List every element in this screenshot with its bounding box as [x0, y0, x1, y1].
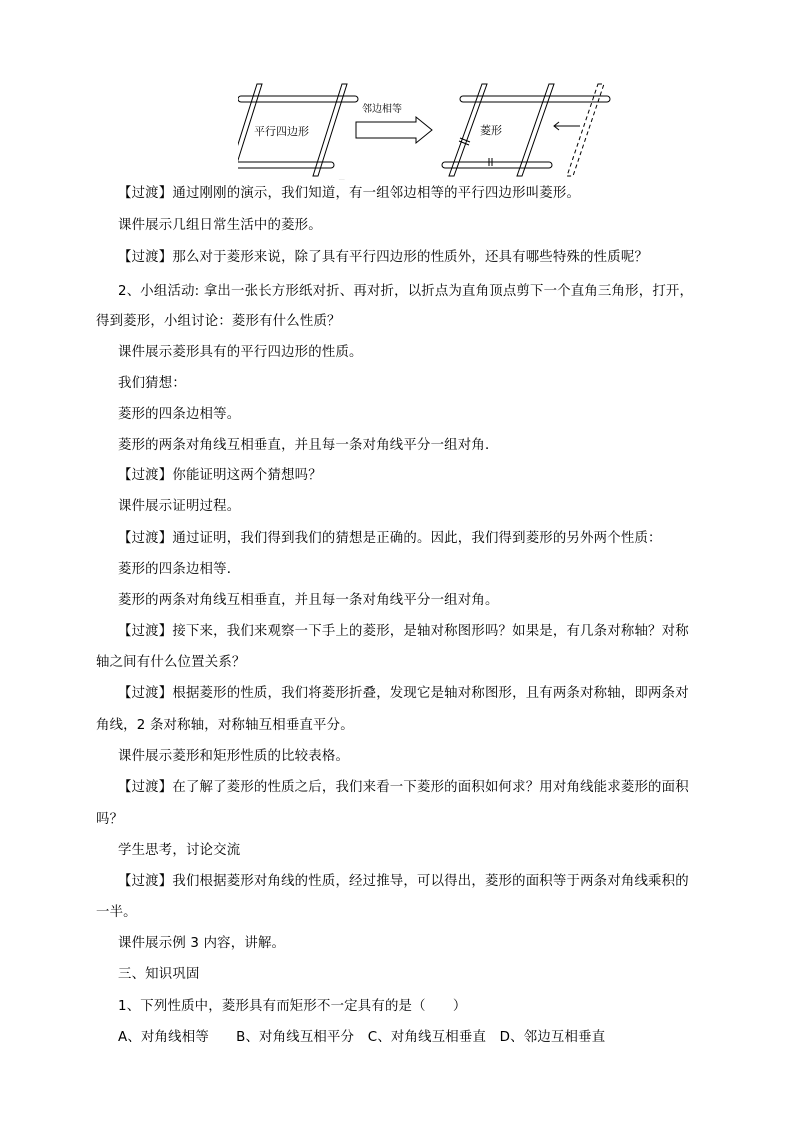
- paragraph-14: 【过渡】接下来，我们来观察一下手上的菱形，是轴对称图形吗？如果是，有几条对称轴？对称: [118, 624, 689, 639]
- paragraph-12: 菱形的四条边相等．: [118, 562, 241, 577]
- paragraph-15-cont: 角线，2 条对称轴，对称轴互相垂直平分。: [96, 718, 354, 733]
- question-1-options: A、对角线相等 B、对角线互相平分 C、对角线互相垂直 D、邻边互相垂直: [118, 1030, 606, 1045]
- paragraph-16: 课件展示菱形和矩形性质的比较表格。: [118, 749, 350, 764]
- paragraph-8: 菱形的两条对角线互相垂直，并且每一条对角线平分一组对角．: [118, 438, 499, 453]
- paragraph-5: 课件展示菱形具有的平行四边形的性质。: [118, 345, 363, 360]
- paragraph-19: 【过渡】我们根据菱形对角线的性质，经过推导，可以得出，菱形的面积等于两条对角线乘积的: [118, 874, 689, 889]
- arrow-label: 邻边相等: [362, 104, 402, 115]
- paragraph-18: 学生思考，讨论交流: [118, 843, 241, 858]
- paragraph-20: 课件展示例 3 内容，讲解。: [118, 936, 286, 951]
- paragraph-11: 【过渡】通过证明，我们得到我们的猜想是正确的。因此，我们得到菱形的另外两个性质：: [118, 531, 662, 546]
- dash-mark: _: [339, 168, 345, 180]
- arrow-shape: [356, 117, 432, 143]
- paragraph-19-cont: 一半。: [96, 905, 137, 920]
- move-left-arrow: [554, 122, 580, 130]
- paragraph-6: 我们猜想：: [118, 376, 186, 391]
- paragraph-10: 课件展示证明过程。: [118, 499, 241, 514]
- stick-top-left: [238, 96, 358, 102]
- question-1: 1、下列性质中，菱形具有而矩形不一定具有的是（ ）: [118, 999, 467, 1014]
- stick-dashed-original: [567, 84, 604, 176]
- left-figure-label: 平行四边形: [254, 125, 309, 138]
- paragraph-1: 【过渡】通过刚刚的演示，我们知道，有一组邻边相等的平行四边形叫菱形。: [118, 186, 581, 201]
- paragraph-15: 【过渡】根据菱形的性质，我们将菱形折叠，发现它是轴对称图形，且有两条对称轴，即两条对: [118, 686, 689, 701]
- paragraph-3: 【过渡】那么对于菱形来说，除了具有平行四边形的性质外，还具有哪些特殊的性质呢？: [118, 250, 649, 265]
- paragraph-2: 课件展示几组日常生活中的菱形。: [118, 218, 322, 233]
- paragraph-13: 菱形的两条对角线互相垂直，并且每一条对角线平分一组对角。: [118, 593, 499, 608]
- paragraph-4: 2、小组活动: 拿出一张长方形纸对折、再对折，以折点为直角顶点剪下一个直角三角形，打开，: [118, 284, 694, 299]
- section-heading: 三、知识巩固: [118, 967, 200, 982]
- paragraph-7: 菱形的四条边相等。: [118, 407, 241, 422]
- paragraph-4-cont: 得到菱形，小组讨论：菱形有什么性质？: [96, 314, 341, 329]
- paragraph-9: 【过渡】你能证明这两个猜想吗？: [118, 468, 322, 483]
- paragraph-17-cont: 吗？: [96, 812, 124, 827]
- right-figure-label: 菱形: [480, 124, 502, 137]
- paragraph-14-cont: 轴之间有什么位置关系？: [96, 655, 246, 670]
- paragraph-17: 【过渡】在了解了菱形的性质之后，我们来看一下菱形的面积如何求？用对角线能求菱形的面积: [118, 780, 689, 795]
- stick-bottom-left: [238, 162, 334, 168]
- parallelogram-to-rhombus-figure: [238, 82, 614, 180]
- figure-drawing: [238, 82, 614, 180]
